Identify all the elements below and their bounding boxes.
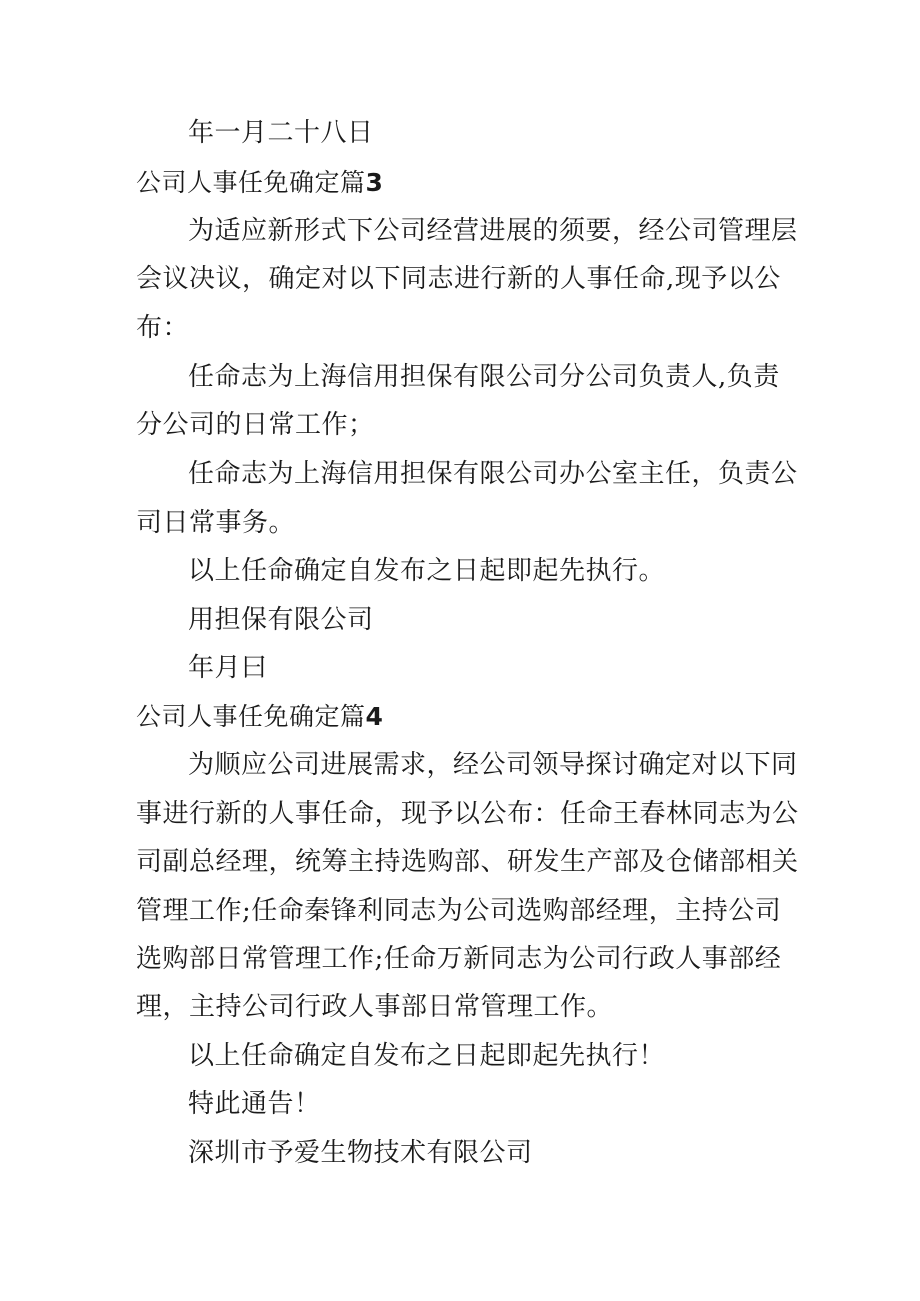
date-line: 年一月二十八日 [188,118,374,148]
section-3-heading-text: 公司人事任免确定篇 [136,168,366,197]
section-3-company: 用担保有限公司 [188,605,374,635]
section-4-heading-text: 公司人事任免确定篇 [136,702,366,731]
section-3-para4: 以上任命确定自发布之日起即起先执行。 [188,556,666,586]
section-3-para2-line2: 分公司的日常工作； [136,410,375,440]
section-3-heading [136,168,383,198]
section-4-para1-line4: 管理工作;任命秦锋利同志为公司选购部经理，主持公司 [136,896,782,926]
section-4-notice: 特此通告！ [188,1089,321,1119]
section-4-para1-line6: 理，主持公司行政人事部日常管理工作。 [136,992,614,1022]
section-3-date: 年月曰 [188,653,268,683]
section-4-number: 4 [365,702,384,731]
section-3-para3-line2: 司日常事务。 [136,508,296,538]
section-4-para1-line1: 为顺应公司进展需求，经公司领导探讨确定对以下同 [188,750,798,780]
section-3-para1-line1: 为适应新形式下公司经营进展的须要，经公司管理层 [188,216,798,246]
section-3-para1-line3: 布： [136,313,190,343]
section-4-para1-line3: 司副总经理，统筹主持选购部、研发生产部及仓储部相关 [136,847,799,877]
section-3-para1-line2: 会议决议，确定对以下同志进行新的人事任命,现予以公 [136,264,781,294]
section-4-heading [136,702,383,732]
section-4-para2: 以上任命确定自发布之日起即起先执行！ [188,1041,666,1071]
section-3-number: 3 [365,168,384,197]
section-3-para2-line1: 任命志为上海信用担保有限公司分公司负责人,负责 [188,362,780,392]
section-4-company: 深圳市予爱生物技术有限公司 [188,1138,533,1168]
section-3-para3-line1: 任命志为上海信用担保有限公司办公室主任，负责公 [188,459,798,489]
section-4-para1-line5: 选购部日常管理工作;任命万新同志为公司行政人事部经 [136,944,782,974]
section-4-para1-line2: 事进行新的人事任命，现予以公布：任命王春林同志为公 [136,799,799,829]
